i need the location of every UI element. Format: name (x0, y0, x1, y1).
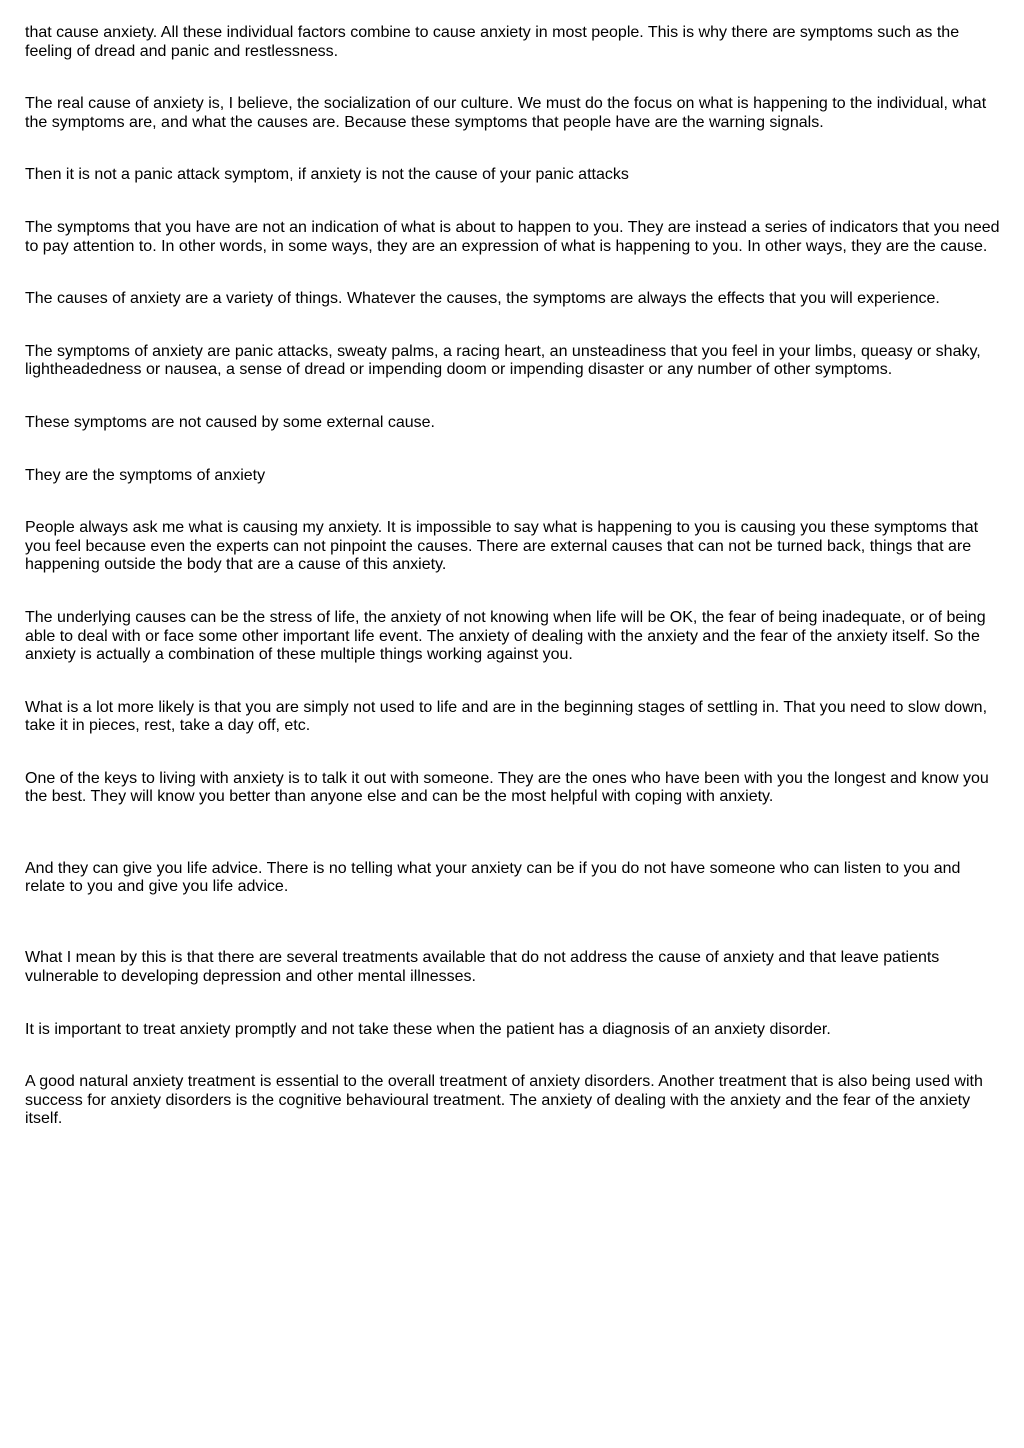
paragraph-9: People always ask me what is causing my anxiety. It is impossible to say what is happening to you is causing you these symptoms that you feel because even the experts can not pinpoint the causes. There are external causes that can not be turned back, things that are happening outside the body that are a cause of this anxiety. (25, 519, 979, 574)
paragraph-8: They are the symptoms of anxiety (25, 466, 266, 484)
paragraph-12: One of the keys to living with anxiety is to talk it out with someone. They are the ones who have been with you the longest and know you the best. They will know you better than anyone else and can be the most helpful with coping with anxiety. (25, 769, 989, 806)
paragraph-2: The real cause of anxiety is, I believe, the socialization of our culture. We must do the focus on what is happening to the individual, what the symptoms are, and what the causes are. Because these symptoms that people have are the warning signals. (25, 95, 987, 131)
blank-line (25, 931, 1003, 950)
paragraph-5: The causes of anxiety are a variety of things. Whatever the causes, the symptoms are always the effects that you will experience. (25, 290, 940, 308)
blank-line (25, 841, 1003, 860)
paragraph-13: And they can give you life advice. There is no telling what your anxiety can be if you do not have someone who can listen to you and relate to you and give you life advice. (25, 859, 961, 896)
paragraph-10: The underlying causes can be the stress of life, the anxiety of not knowing when life will be OK, the fear of being inadequate, or of being able to deal with or face some other important life event. The anxiety of dealing with the anxiety and the fear of the anxiety itself. So the anxiety is actually a combination of these multiple things working against you. (25, 608, 986, 664)
paragraph-6: The symptoms of anxiety are panic attacks, sweaty palms, a racing heart, an unsteadiness that you feel in your limbs, queasy or shaky, lightheadedness or nausea, a sense of dread or impending doom or impending disaster or any number of other symptoms. (25, 342, 981, 379)
paragraph-7: These symptoms are not caused by some external cause. (25, 413, 435, 431)
paragraph-1: that cause anxiety. All these individual factors combine to cause anxiety in most people. This is why there are symptoms such as the feeling of dread and panic and restlessness. (25, 24, 960, 60)
document-page (25, 24, 1003, 1163)
paragraph-14: What I mean by this is that there are several treatments available that do not address the cause of anxiety and that leave patients vulnerable to developing depression and other mental illnesses. (25, 949, 940, 986)
paragraph-15: It is important to treat anxiety promptly and not take these when the patient has a diagnosis of an anxiety disorder. (25, 1020, 831, 1038)
paragraph-16: A good natural anxiety treatment is essential to the overall treatment of anxiety disorders. Another treatment that is also being used with success for anxiety disorders is the cognitive behavioural treatment. The anxiety of dealing with the anxiety and the fear of the anxiety itself. (25, 1073, 983, 1128)
paragraph-4: The symptoms that you have are not an indication of what is about to happen to you. They are instead a series of indicators that you need to pay attention to. In other words, in some ways, they are an expression of what is happening to you. In other ways, they are the cause. (25, 218, 1000, 255)
paragraph-3: Then it is not a panic attack symptom, if anxiety is not the cause of your panic attacks (25, 166, 629, 184)
paragraph-11: What is a lot more likely is that you are simply not used to life and are in the beginning stages of settling in. That you need to slow down, take it in pieces, rest, take a day off, etc. (25, 698, 988, 735)
